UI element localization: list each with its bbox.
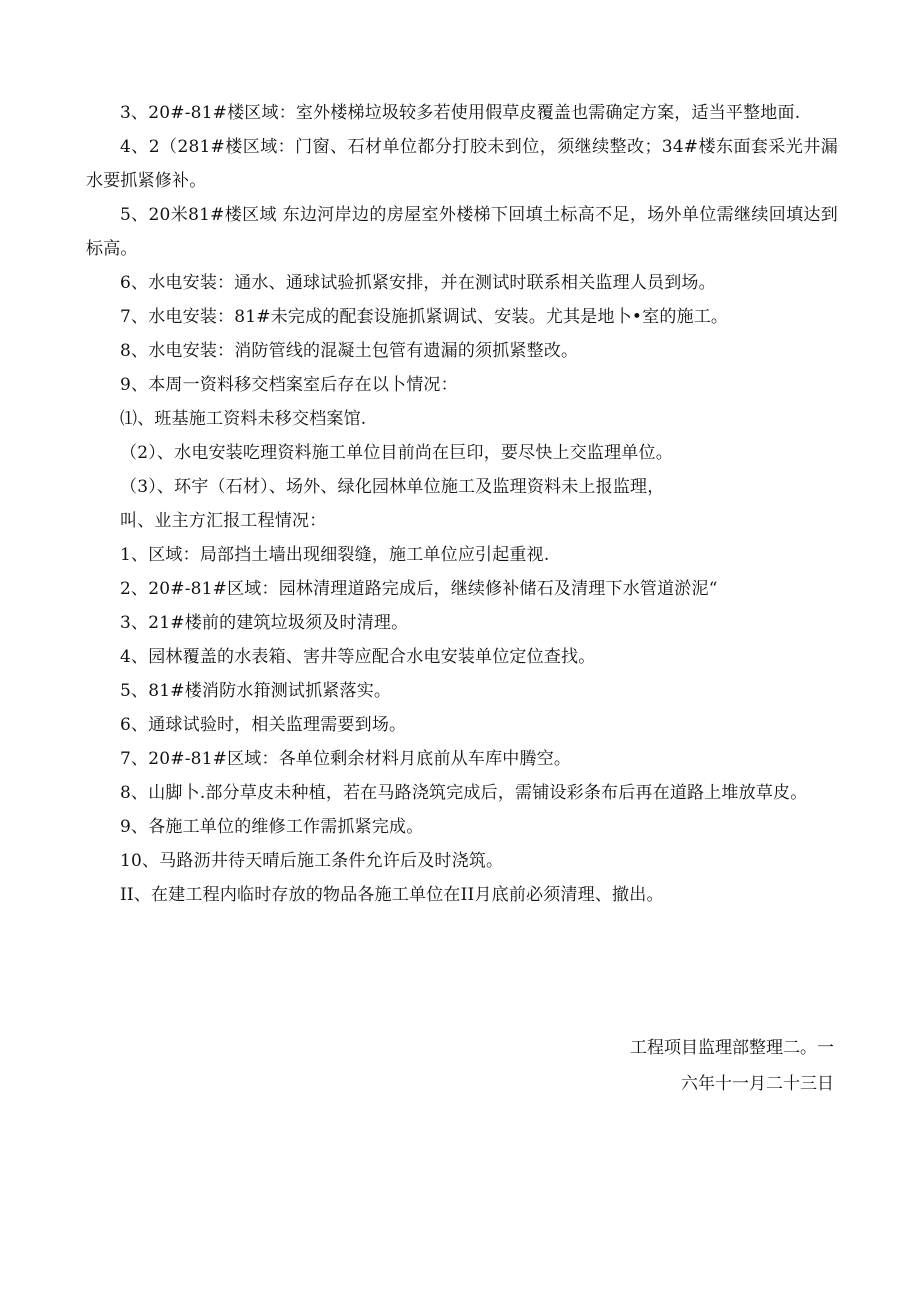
signature-date: 六年十一月二十三日 — [681, 1074, 834, 1094]
paragraph-owner-3: 3、21#楼前的建筑垃圾须及时清理。 — [120, 613, 409, 633]
document-body — [86, 96, 838, 912]
paragraph-item-4: 4、2（281#楼区域：门窗、石材单位都分打胶未到位，须继续整改；34#楼东面套采光井漏水要抓紧修补。 — [86, 137, 838, 191]
signature-organization: 工程项目监理部整理二。一 — [630, 1038, 834, 1058]
paragraph-owner-5: 5、81#楼消防水箝测试抓紧落实。 — [120, 681, 392, 701]
paragraph-owner-2: 2、20#-81#区域：园林清理道路完成后，继续修补储石及清理下水管道淤泥“ — [120, 579, 718, 599]
paragraph-subitem-2: （2）、水电安装吃理资料施工单位目前尚在巨印，要尽快上交监理单位。 — [120, 443, 673, 463]
signature-block — [630, 1030, 834, 1102]
paragraph-owner-9: 9、各施工单位的维修工作需抓紧完成。 — [120, 817, 424, 837]
section-heading-owner-report: 叫、业主方汇报工程情况： — [120, 511, 327, 531]
paragraph-owner-7: 7、20#-81#区域：各单位剩余材料月底前从车库中腾空。 — [120, 749, 572, 769]
paragraph-item-9: 9、本周一资料移交档案室后存在以卜情况： — [120, 375, 458, 395]
paragraph-item-8: 8、水电安装：消防管线的混凝土包管有遗漏的须抓紧整改。 — [120, 341, 579, 361]
paragraph-item-7: 7、水电安装：81#未完成的配套设施抓紧调试、安装。尤其是地卜•室的施工。 — [120, 307, 729, 327]
paragraph-owner-4: 4、园林覆盖的水表箱、害井等应配合水电安装单位定位查找。 — [120, 647, 596, 667]
paragraph-item-5: 5、20米81#楼区域 东边河岸边的房屋室外楼梯下回填土标高不足，场外单位需继续回填达到标高。 — [86, 205, 838, 259]
paragraph-owner-1: 1、区域：局部挡土墙出现细裂缝，施工单位应引起重视. — [120, 545, 550, 565]
paragraph-owner-8: 8、山脚卜.部分草皮未种植，若在马路浇筑完成后，需铺设彩条布后再在道路上堆放草皮。 — [120, 783, 808, 803]
paragraph-item-3: 3、20#-81#楼区域：室外楼梯垃圾较多若使用假草皮覆盖也需确定方案，适当平整地面. — [120, 103, 801, 123]
paragraph-item-6: 6、水电安装：通水、通球试验抓紧安排，并在测试时联系相关监理人员到场。 — [120, 273, 716, 293]
paragraph-subitem-1: ⑴、班基施工资料未移交档案馆. — [120, 409, 367, 429]
paragraph-owner-6: 6、通球试验时，相关监理需要到场。 — [120, 715, 407, 735]
paragraph-owner-10: 10、马路沥井待天晴后施工条件允许后及时浇筑。 — [120, 851, 504, 871]
paragraph-subitem-3: （3）、环宇（石材）、场外、绿化园林单位施工及监理资料未上报监理， — [120, 477, 665, 497]
paragraph-owner-11: II、在建工程内临时存放的物品各施工单位在II月底前必须清理、撤出。 — [120, 885, 664, 905]
